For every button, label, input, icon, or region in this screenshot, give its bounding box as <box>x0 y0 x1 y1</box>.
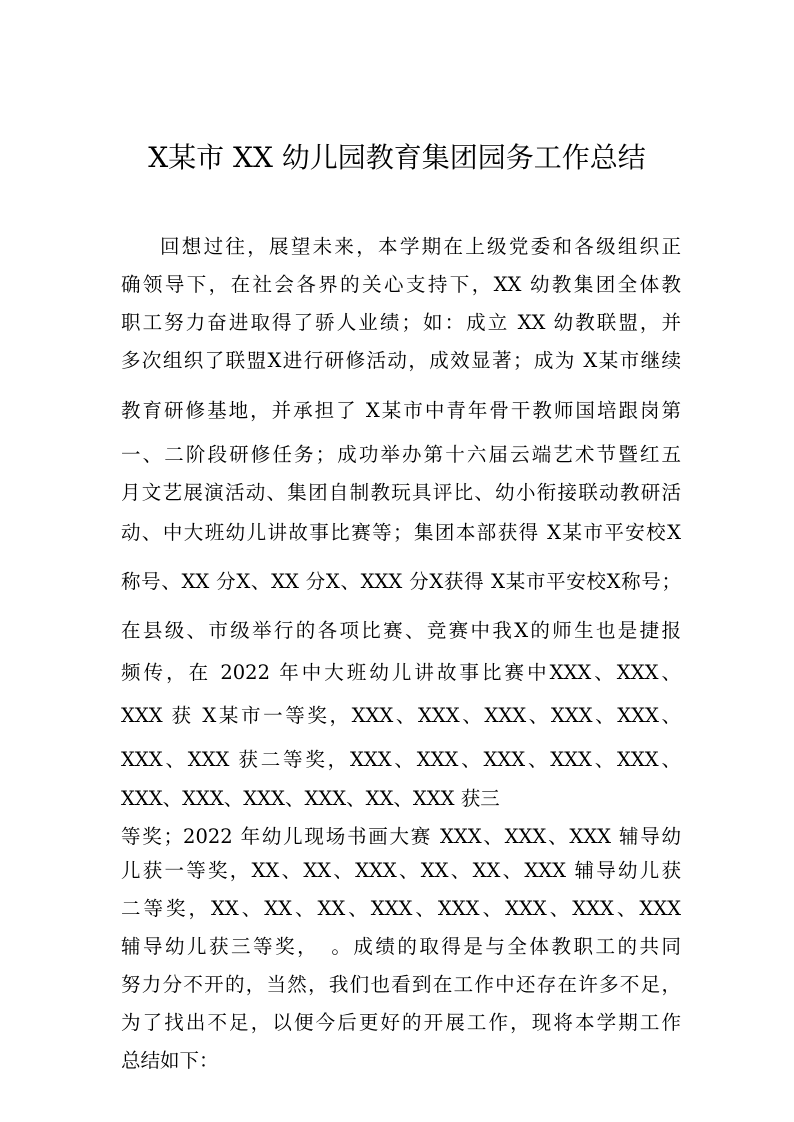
paragraph-line: 为了找出不足，以便今后更好的开展工作，现将本学期工作 <box>121 1011 681 1034</box>
paragraph-line: 月文艺展演活动、集团自制教玩具评比、幼小衔接联动教研活 <box>121 481 681 504</box>
paragraph-line: 回想过往，展望未来，本学期在上级党委和各级组织正 <box>160 235 681 258</box>
paragraph-line: 总结如下： <box>121 1049 219 1072</box>
paragraph-line: 教育研修基地，并承担了 X某市中青年骨干教师国培跟岗第 <box>121 399 681 422</box>
paragraph-line: 在县级、市级举行的各项比赛、竞赛中我X的师生也是捷报 <box>121 619 681 642</box>
paragraph-line: 动、中大班幼儿讲故事比赛等；集团本部获得 X某市平安校X <box>121 521 681 544</box>
paragraph-line: XXX、XXX、XXX、XXX、XX、XXX 获三 <box>121 787 500 810</box>
paragraph-line: 二等奖，XX、XX、XX、XXX、XXX、XXX、XXX、XXX <box>121 897 681 920</box>
paragraph-line: 儿获一等奖，XX、XX、XXX、XX、XX、XXX 辅导幼儿获 <box>121 859 681 882</box>
paragraph-line: 一、二阶段研修任务；成功举办第十六届云端艺术节暨红五 <box>121 443 681 466</box>
paragraph-line: 称号、XX 分X、XX 分X、XXX 分X获得 X某市平安校X称号； <box>121 570 681 593</box>
paragraph-line: XXX 获 X某市一等奖，XXX、XXX、XXX、XXX、XXX、 <box>121 704 681 727</box>
paragraph-line: 多次组织了联盟X进行研修活动，成效显著；成为 X某市继续 <box>121 349 681 372</box>
paragraph-line: 确领导下，在社会各界的关心支持下，XX 幼教集团全体教 <box>121 273 681 296</box>
paragraph-line: 频传，在 2022 年中大班幼儿讲故事比赛中XXX、XXX、 <box>121 661 681 684</box>
paragraph-line: 辅导幼儿获三等奖， 。成绩的取得是与全体教职工的共同 <box>121 935 681 958</box>
paragraph-line: 努力分不开的，当然，我们也看到在工作中还存在许多不足， <box>121 973 681 996</box>
paragraph-line: 等奖；2022 年幼儿现场书画大赛 XXX、XXX、XXX 辅导幼 <box>121 825 681 848</box>
paragraph-line: XXX、XXX 获二等奖，XXX、XXX、XXX、XXX、XXX、 <box>121 748 681 771</box>
document-title: X某市 XX 幼儿园教育集团园务工作总结 <box>148 141 646 174</box>
paragraph-line: 职工努力奋进取得了骄人业绩；如：成立 XX 幼教联盟，并 <box>121 311 681 334</box>
